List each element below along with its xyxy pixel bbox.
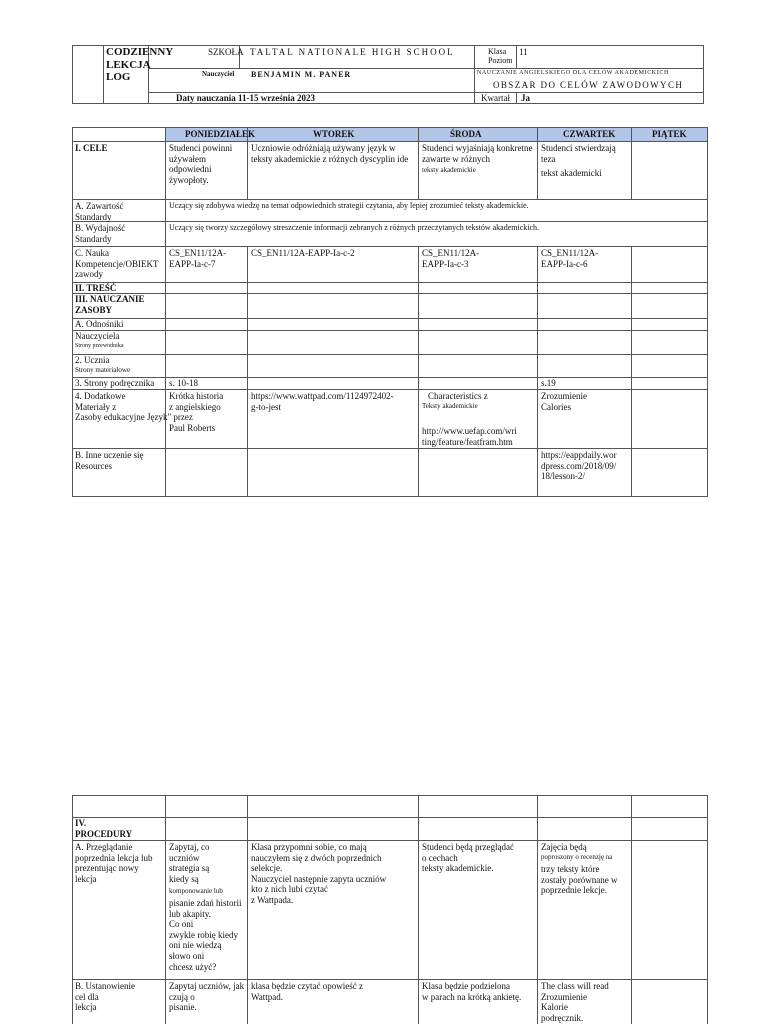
proc-a-wednesday: Studenci będą przeglądać o cechach teksty akademickie. [422,842,514,874]
nauka-monday: CS_EN11/12A- EAPP-Ia-c-7 [169,248,227,269]
row-label-tresc: II. TREŚĆ [75,283,117,293]
school-label: SZKOŁA [208,47,244,57]
quarter-value: Ja [521,93,530,103]
proc-b-thursday: The class will read Zrozumienie Kalorie podręcznik. [541,981,609,1023]
row-label-nauka: C. Nauka Kompetencje/OBIEKT zawody [75,248,159,280]
row-label-wydajnosc: B. Wydajność Standardy [75,223,126,244]
podrecznika-thursday: s.19 [541,378,556,388]
proc-a-monday-small: komponowanie lub [169,887,223,895]
proc-a-thursday-2: trzy teksty które zostały porównane w poprzednie lekcje. [541,864,618,896]
row-label-odnosniki: A. Odnośniki [75,319,124,329]
cele-wednesday-small: teksty akademickie [422,166,476,174]
proc-label-a: A. Przeglądanie poprzednia lekcja lub prezentując nowy lekcja [75,842,153,884]
row-label-nauczanie: III. NAUCZANIE ZASOBY [75,294,145,315]
day-wednesday: ŚRODA [450,129,482,139]
zawartosc-text: Uczący się zdobywa wiedzę na temat odpowiednich strategii czytania, aby lepiej zrozumieć teksty akademickie. [169,201,529,210]
proc-a-monday: Zapytaj, co uczniów strategia są kiedy są [169,842,210,884]
inne-thursday: https://eappdaily.wor dpress.com/2018/09/ 18/lesson-2/ [541,450,617,482]
cele-thursday: Studenci stwierdzają teza [541,143,616,164]
proc-a-thursday-small: poproszony o recenzję na [541,853,613,861]
wydajnosc-text: Uczący się tworzy szczegółowy streszczenie informacji zebranych z różnych przeczytanych tekstów akademickich. [169,223,540,232]
nauka-tuesday: CS_EN11/12A-EAPP-Ia-c-2 [251,248,355,258]
day-thursday: CZWARTEK [563,129,616,139]
day-friday: PIĄTEK [652,129,687,139]
proc-b-tuesday: klasa będzie czytać opowieść z Wattpad. [251,981,363,1002]
dodatkowe-wednesday: Characteristics z [428,391,488,401]
row-label-cele: I. CELE [75,143,108,153]
area-label: OBSZAR DO CELÓW ZAWODOWYCH [493,80,684,90]
proc-label-b: B. Ustanowienie cel dla lekcja [75,981,135,1013]
podrecznika-monday: s. 10-18 [169,378,198,388]
proc-b-wednesday: Klasa będzie podzielona w parach na krótką ankietę. [422,981,522,1002]
teaching-dates: Daty nauczania 11-15 września 2023 [176,93,315,103]
cele-thursday-2: tekst akademicki [541,168,602,178]
dodatkowe-monday: Krótka historia z angielskiego Paul Roberts [169,391,224,433]
cele-wednesday: Studenci wyjaśniają konkretne zawarte w różnych [422,143,533,164]
school-name: TALTAL NATIONALE HIGH SCHOOL [250,47,455,57]
proc-b-monday: Zapytaj uczniów, jak czują o pisanie. [169,981,245,1013]
cele-monday: Studenci powinni używałem odpowiedni żywopłoty. [169,143,233,185]
dodatkowe-wednesday-small: Teksty akademickie [422,402,478,410]
row-label-inne: B. Inne uczenie się Resources [75,450,144,471]
row-label-ucznia: 2. Ucznia [75,355,110,365]
grade-label: Klasa Poziom [488,47,513,66]
dodatkowe-tuesday: https://www.wattpad.com/1124972402- g-to-jest [251,391,394,412]
dodatkowe-wednesday-url: http://www.uefap.com/wri ting/feature/featfram.htm [422,426,517,447]
row-label-dodatkowe: 4. Dodatkowe Materiały z Zasoby edukacyjne Język" przez [75,391,193,423]
proc-a-thursday: Zajęcia będą [541,842,587,852]
row-label-nauczyciela: Nauczyciela [75,331,120,341]
form-title: CODZIENNY LEKCJA LOG [106,46,174,84]
teacher-label: Nauczyciel [202,70,235,78]
procedures-title: IV. PROCEDURY [75,818,133,839]
row-label-podrecznika: 3. Strony podręcznika [75,378,155,388]
row-label-ucznia-small: Strony materiałowe [75,366,131,374]
quarter-label: Kwartał [481,93,510,103]
row-label-zawartosc: A. Zawartość Standardy [75,201,124,222]
subject-label: NAUCZANIE ANGIELSKIEGO DLA CELÓW AKADEMICKICH [477,70,669,76]
dodatkowe-thursday: Zrozumienie Calories [541,391,587,412]
proc-a-tuesday: Klasa przypomni sobie, co mają nauczyłem się z dwóch poprzednich selekcje. Nauczyciel następnie zapyta uczniów kto z nich lubi czytać z Wattpada. [251,842,387,906]
proc-a-monday-2: pisanie zdań historii lub akapity. Co oni zwykle robię kiedy oni nie wiedzą słowo oni chcesz użyć? [169,898,242,972]
nauka-thursday: CS_EN11/12A- EAPP-Ia-c-6 [541,248,599,269]
row-label-nauczyciela-small: Strony przewodnika [75,343,124,349]
grade-value: 11 [519,47,528,57]
day-monday: PONIEDZIAŁEK [185,129,256,139]
teacher-name: BENJAMIN M. PANER [251,70,352,79]
nauka-wednesday: CS_EN11/12A- EAPP-Ia-c-3 [422,248,480,269]
cele-tuesday: Uczniowie odróżniają używany język w teksty akademickie z różnych dyscyplin ide [251,143,409,164]
day-tuesday: WTOREK [313,129,355,139]
